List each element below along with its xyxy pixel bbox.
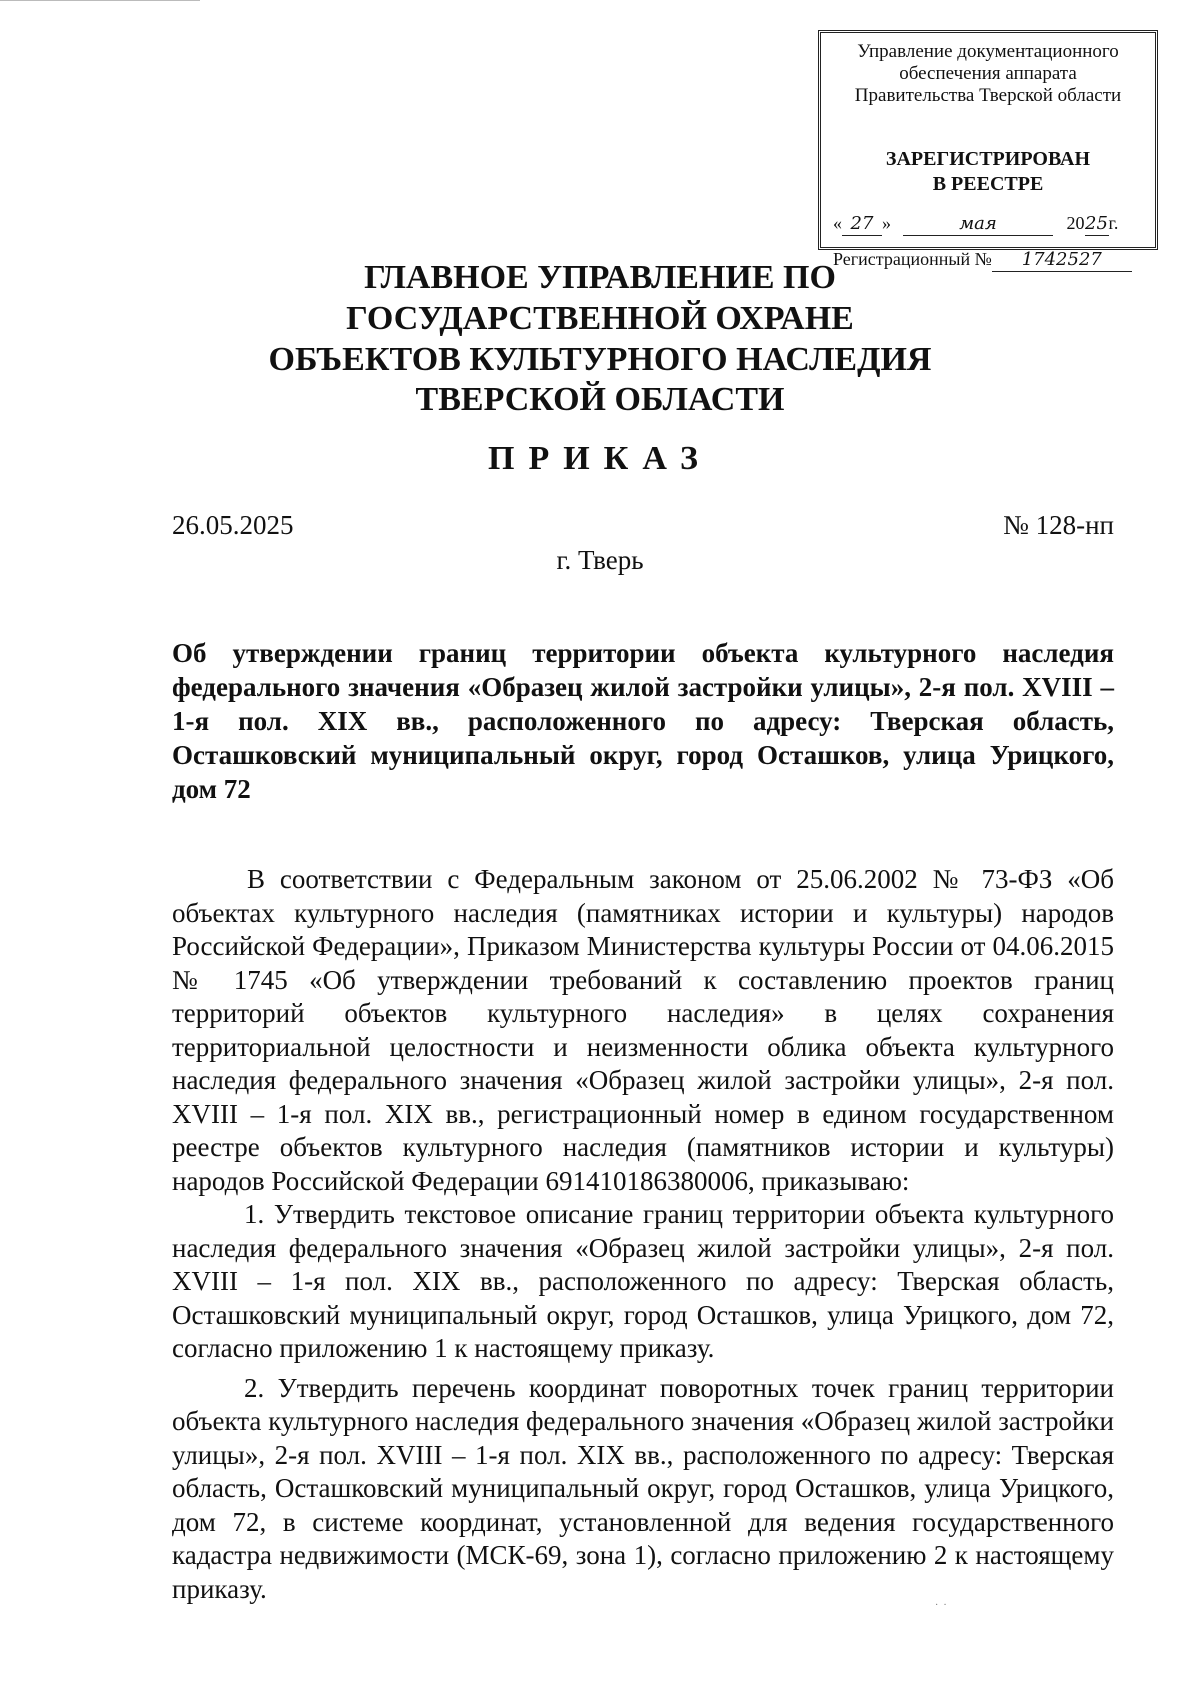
stamp-org-line: обеспечения аппарата [899, 62, 1077, 84]
heading-line: ГОСУДАРСТВЕННОЙ ОХРАНЕ [346, 299, 854, 337]
heading-line: ГЛАВНОЕ УПРАВЛЕНИЕ ПО [364, 259, 836, 296]
stamp-date-open-quote: « [833, 213, 842, 233]
stamp-status-line: ЗАРЕГИСТРИРОВАН [885, 148, 1091, 170]
stamp-status-line: В РЕЕСТРЕ [932, 173, 1044, 195]
heading-line: ТВЕРСКОЙ ОБЛАСТИ [415, 381, 785, 419]
registration-stamp [818, 30, 1158, 270]
city: г. Тверь [556, 545, 644, 575]
stamp-date-month: мая [903, 214, 1053, 236]
order-item-1: 1. Утвердить текстовое описание границ территории объекта культурного наследия федерального значения «Образец жилой застройки улицы», 2-я пол. XVIII – 1-я пол. XIX вв., расположенного по адресу: Тверская область, Осташковский муниципальный округ, город Осташков, улица Урицкого, дом 72, согласно приложению 1 к настоящему приказу. [172, 1199, 1114, 1363]
scan-edge-line [0, 0, 200, 1]
stamp-date-year-label: г. [1108, 213, 1119, 233]
order-number: № 128-нп [1003, 510, 1114, 540]
stamp-org-line: Управление документационного [857, 41, 1119, 62]
stamp-date [833, 213, 1147, 236]
order-subject: Об утверждении границ территории объекта культурного наследия федерального значения «Образец жилой застройки улицы», 2-я пол. XVIII – 1-я пол. XIX вв., расположенного по адресу: Тверская область, Осташковский муниципальный округ, город Осташков, улица Урицкого, дом 72 [172, 638, 1114, 804]
stamp-date-close-quote: » [882, 213, 891, 233]
heading-line: ОБЪЕКТОВ КУЛЬТУРНОГО НАСЛЕДИЯ [268, 340, 932, 378]
preamble-paragraph: В соответствии с Федеральным законом от 25.06.2002 № 73-ФЗ «Об объектах культурного наследия (памятниках истории и культуры) народов Российской Федерации», Приказом Министерства культуры России от 04.06.2015 № 1745 «Об утверждении требований к составлению проектов границ территорий объектов культурного наследия» в целях сохранения территориальной целостности и неизменности облика объекта культурного наследия федерального значения «Образец жилой застройки улицы», 2-я пол. XVIII – 1-я пол. XIX вв., регистрационный номер в едином государственном реестре объектов культурного наследия (памятников истории и культуры) народов Российской Федерации 691410186380006, приказываю: [172, 864, 1114, 1196]
scan-specks: · · [935, 1600, 947, 1611]
order-item-2: 2. Утвердить перечень координат поворотных точек границ территории объекта культурного наследия федерального значения «Образец жилой застройки улицы», 2-я пол. XVIII – 1-я пол. XIX вв., расположенного по адресу: Тверская область, Осташковский муниципальный округ, город Осташков, улица Урицкого, дом 72, в системе координат, установленной для ведения государственного кадастра недвижимости (МСК-69, зона 1), согласно приложению 2 к настоящему приказу. [172, 1372, 1114, 1604]
stamp-organization [821, 41, 1155, 107]
document-type: ПРИКАЗ [488, 440, 712, 477]
stamp-date-year-prefix: 20 [1066, 213, 1085, 233]
stamp-reg-number: 1742527 [992, 250, 1132, 272]
stamp-status [821, 147, 1155, 197]
order-body [172, 863, 1114, 1606]
stamp-org-line: Правительства Тверской области [854, 84, 1122, 106]
stamp-date-year-suffix: 25 [1085, 213, 1108, 234]
stamp-reg-label: Регистрационный № [833, 249, 992, 269]
stamp-date-day: 27 [842, 214, 882, 236]
issuer-heading [130, 258, 1070, 421]
order-date: 26.05.2025 [172, 510, 294, 540]
